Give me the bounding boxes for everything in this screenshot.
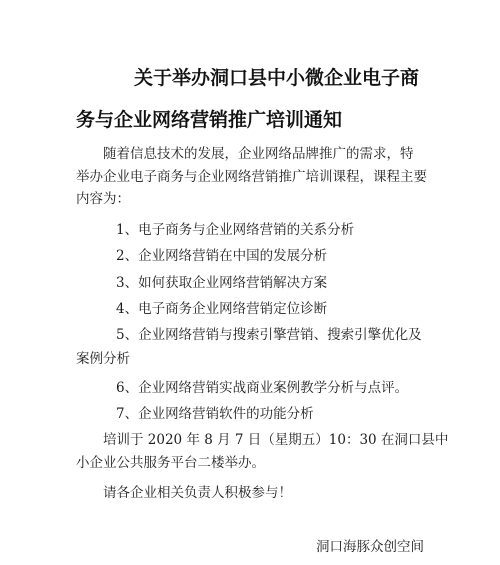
closing-paragraph [76, 482, 436, 505]
schedule-line-1: 培训于 2020 年 8 月 7 日（星期五）10：30 在洞口县中 [103, 432, 449, 448]
document-title-line-1: 关于举办洞口县中小微企业电子商 [134, 67, 420, 89]
course-item-7: 7、企业网络营销软件的功能分析 [116, 406, 314, 422]
schedule-paragraph [76, 429, 449, 474]
course-item-4: 4、电子商务企业网络营销定位诊断 [116, 301, 328, 317]
intro-line-1: 随着信息技术的发展，企业网络品牌推广的需求，特 [103, 146, 414, 162]
course-item-5-continuation: 案例分析 [76, 351, 130, 367]
document-title-line-2: 务与企业网络营销推广培训通知 [76, 109, 343, 131]
course-item-1: 1、电子商务与企业网络营销的关系分析 [116, 222, 355, 238]
intro-line-3: 内容为： [76, 191, 130, 207]
signature: 洞口海豚众创空间 [316, 539, 424, 555]
course-item-2: 2、企业网络营销在中国的发展分析 [116, 248, 328, 264]
closing-line: 请各企业相关负责人积极参与！ [103, 485, 292, 501]
intro-paragraph [76, 143, 436, 211]
course-item-5: 5、企业网络营销与搜索引擎营销、搜索引擎优化及 [116, 327, 422, 343]
intro-line-2: 举办企业电子商务与企业网络营销推广培训课程，课程主要 [76, 168, 427, 185]
course-item-3: 3、如何获取企业网络营销解决方案 [116, 275, 328, 291]
course-item-6: 6、企业网络营销实战商业案例教学分析与点评。 [116, 380, 409, 396]
schedule-line-2: 小企业公共服务平台二楼举办。 [76, 454, 265, 471]
